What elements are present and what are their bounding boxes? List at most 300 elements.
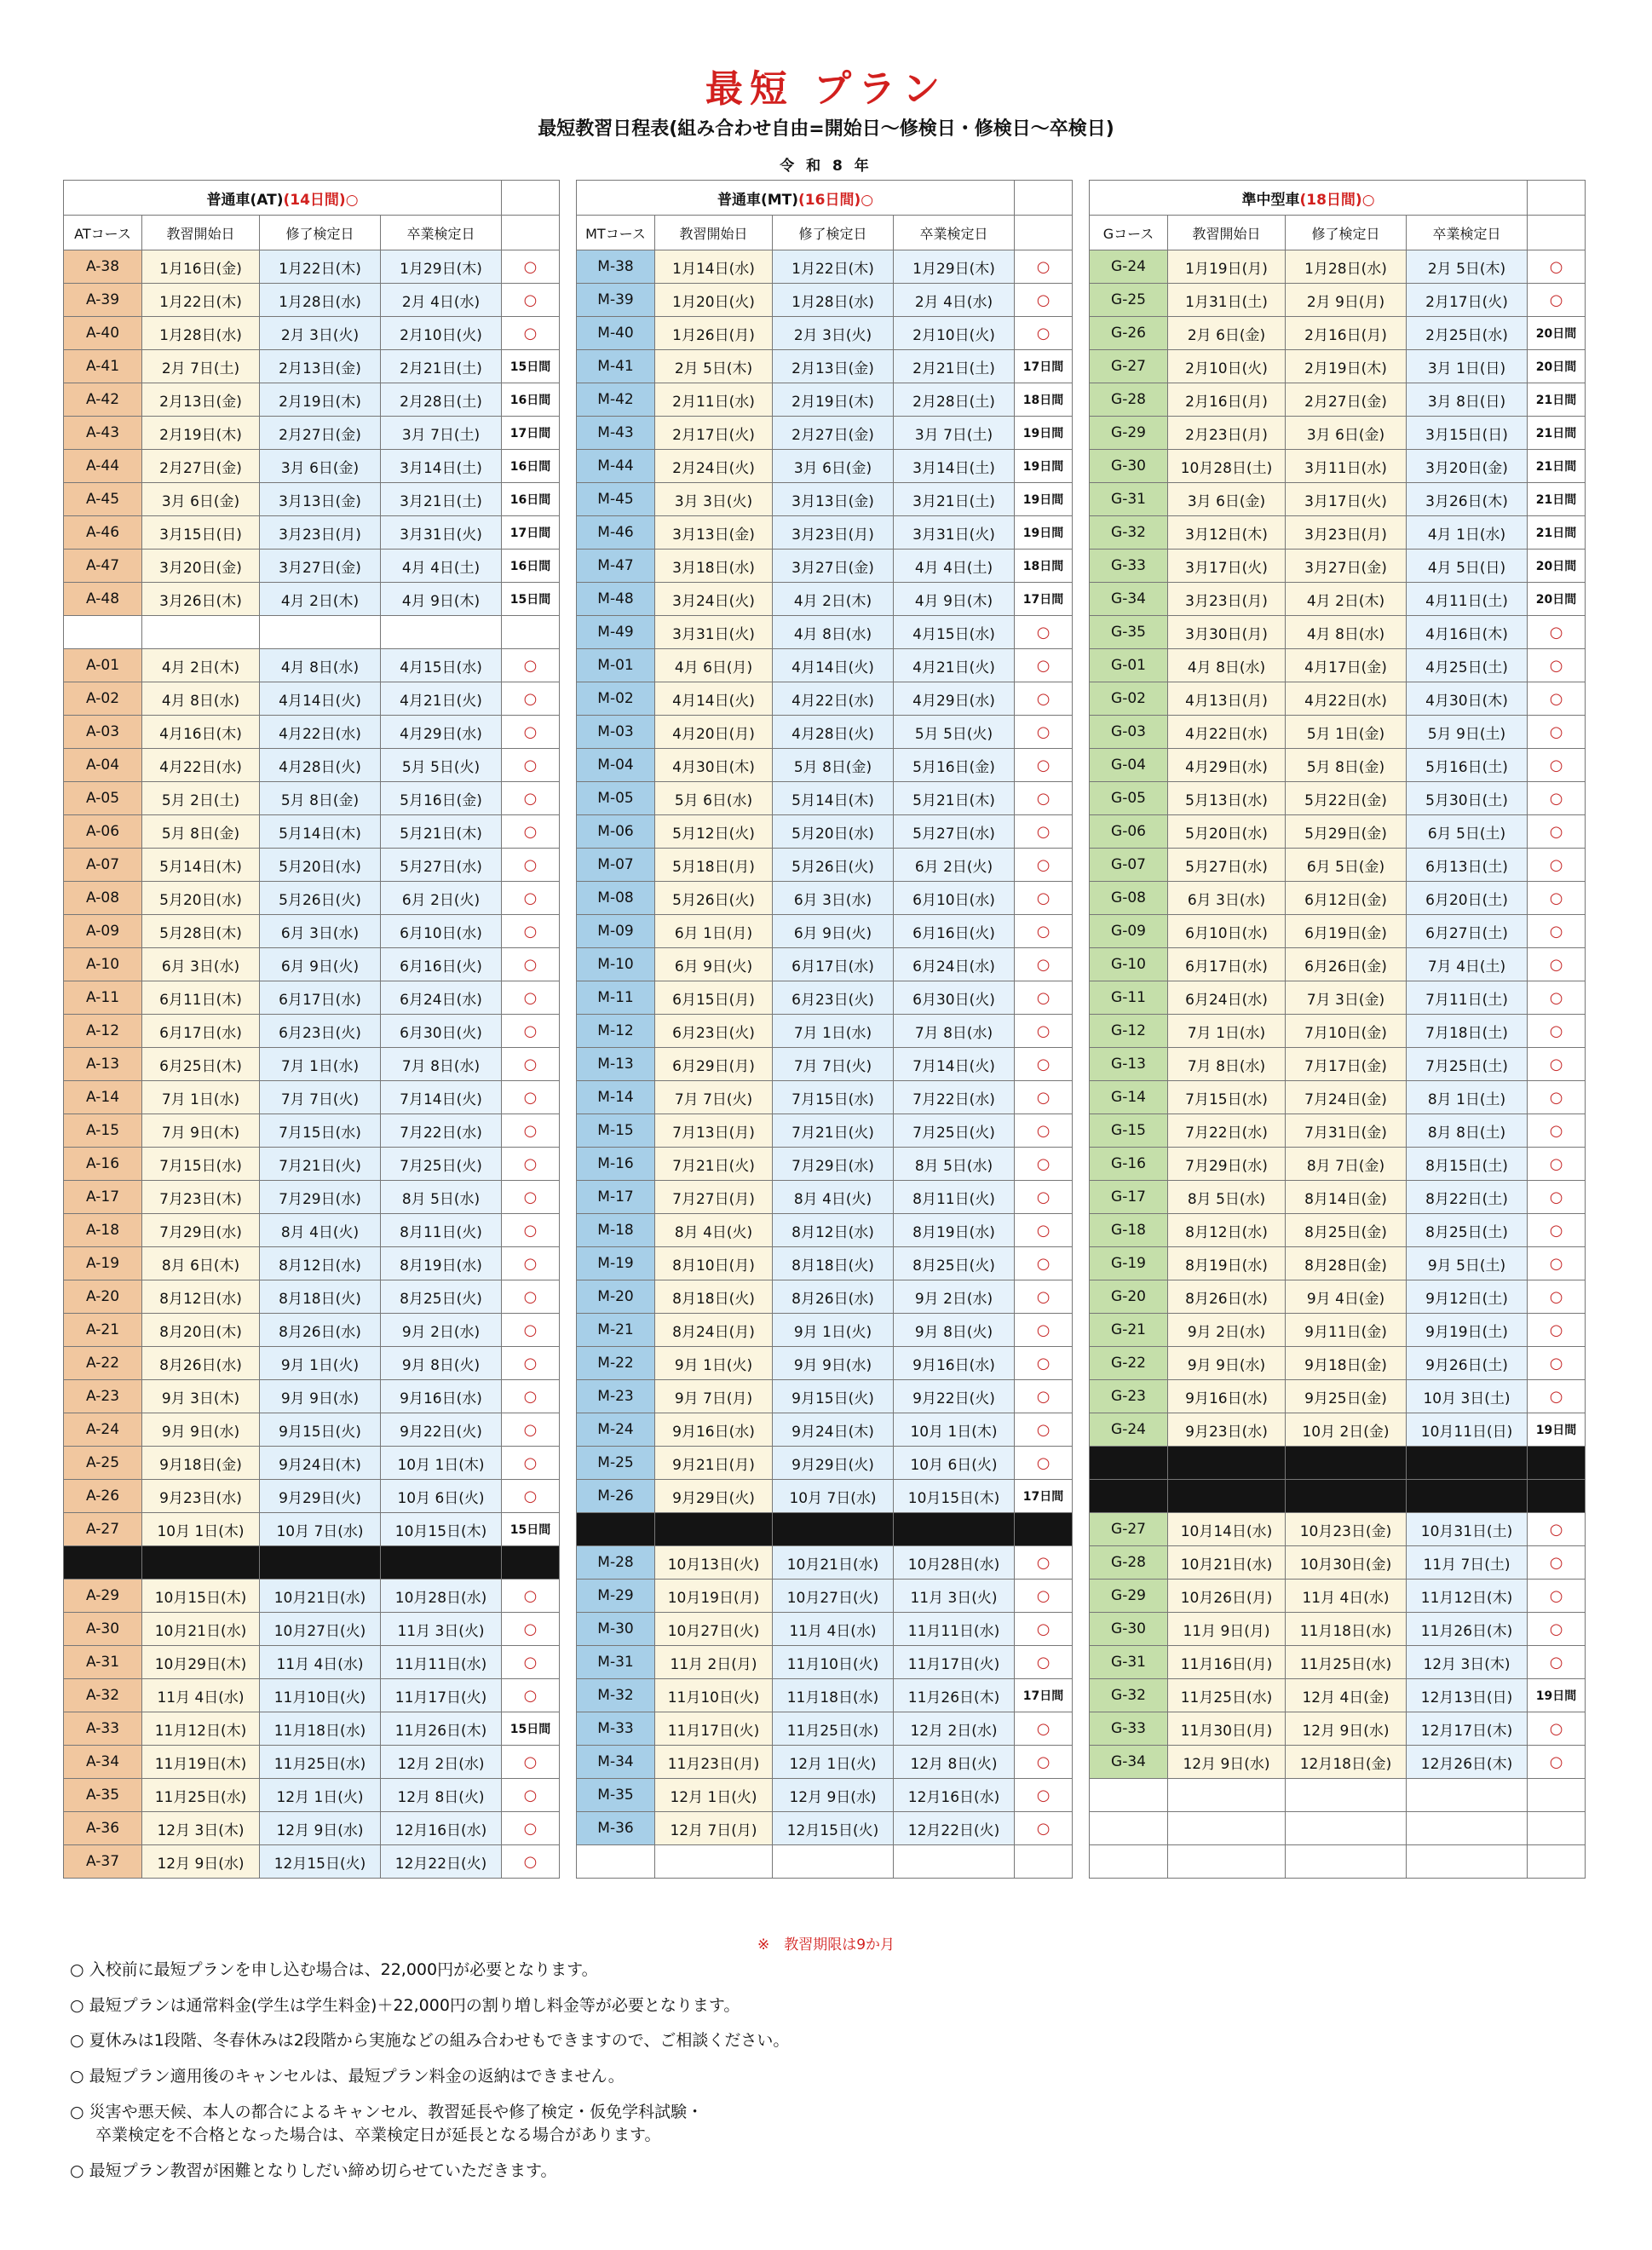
table-row [1090, 483, 1586, 516]
graduation-test-date: 10月 6日(火) [894, 1447, 1015, 1480]
course-code: M-19 [577, 1247, 655, 1280]
start-date: 12月 9日(水) [1168, 1746, 1286, 1779]
completion-test-date: 9月25日(金) [1286, 1380, 1407, 1413]
graduation-test-date: 6月16日(火) [894, 915, 1015, 948]
duration-days: 17日間 [502, 516, 560, 550]
start-date: 4月 2日(木) [142, 649, 260, 682]
table-row [64, 682, 560, 716]
graduation-test-date: 4月 9日(木) [381, 583, 502, 616]
graduation-test-date: 8月 8日(土) [1407, 1114, 1528, 1148]
available-mark: ○ [1528, 1580, 1586, 1613]
graduation-test-date: 2月10日(火) [894, 317, 1015, 350]
course-code: A-35 [64, 1779, 142, 1812]
duration-days: 20日間 [1528, 583, 1586, 616]
graduation-test-date: 8月25日(火) [381, 1280, 502, 1314]
start-date: 9月16日(水) [1168, 1380, 1286, 1413]
available-mark: ○ [502, 948, 560, 981]
course-code: M-01 [577, 649, 655, 682]
available-mark: ○ [502, 649, 560, 682]
completion-test-date: 10月23日(金) [1286, 1513, 1407, 1546]
completion-test-date: 6月 9日(火) [773, 915, 894, 948]
closed-cell [1528, 1447, 1586, 1480]
start-date: 10月21日(水) [142, 1613, 260, 1646]
graduation-test-date: 5月 5日(火) [894, 716, 1015, 749]
completion-test-date: 5月 1日(金) [1286, 716, 1407, 749]
available-mark: ○ [502, 1480, 560, 1513]
table-row [577, 1546, 1073, 1580]
start-date: 5月20日(水) [142, 882, 260, 915]
available-mark: ○ [1528, 649, 1586, 682]
table-row [577, 1580, 1073, 1613]
completion-test-date: 12月 9日(水) [773, 1779, 894, 1812]
start-date: 1月26日(月) [655, 317, 773, 350]
graduation-test-date: 11月17日(火) [381, 1679, 502, 1712]
table-row [64, 1247, 560, 1280]
available-mark: ○ [1015, 616, 1073, 649]
course-code: M-38 [577, 250, 655, 284]
available-mark: ○ [1528, 1148, 1586, 1181]
table-row [1090, 1314, 1586, 1347]
start-date: 2月10日(火) [1168, 350, 1286, 383]
graduation-test-date: 6月 2日(火) [894, 849, 1015, 882]
course-code: M-11 [577, 981, 655, 1015]
course-code: A-18 [64, 1214, 142, 1247]
course-code: M-02 [577, 682, 655, 716]
course-code: G-17 [1090, 1181, 1168, 1214]
completion-test-date: 12月 1日(火) [260, 1779, 381, 1812]
table-row [64, 882, 560, 915]
course-code: A-31 [64, 1646, 142, 1679]
available-mark: ○ [1528, 1280, 1586, 1314]
available-mark: ○ [1015, 1380, 1073, 1413]
start-date: 1月16日(金) [142, 250, 260, 284]
graduation-test-date: 8月 5日(水) [894, 1148, 1015, 1181]
completion-test-date: 1月28日(水) [773, 284, 894, 317]
available-mark: ○ [502, 849, 560, 882]
table-row [577, 1015, 1073, 1048]
completion-test-date: 7月 1日(水) [773, 1015, 894, 1048]
graduation-test-date: 11月26日(木) [381, 1712, 502, 1746]
start-date: 1月20日(火) [655, 284, 773, 317]
start-date: 3月23日(月) [1168, 583, 1286, 616]
completion-test-date: 3月23日(月) [773, 516, 894, 550]
completion-test-date: 5月26日(火) [773, 849, 894, 882]
start-date: 10月15日(木) [142, 1580, 260, 1613]
course-code: M-12 [577, 1015, 655, 1048]
course-code: G-06 [1090, 815, 1168, 849]
graduation-test-date: 7月22日(水) [894, 1081, 1015, 1114]
table-row [1090, 516, 1586, 550]
graduation-test-date: 8月19日(水) [381, 1247, 502, 1280]
start-date: 5月27日(水) [1168, 849, 1286, 882]
completion-test-date: 3月13日(金) [773, 483, 894, 516]
course-code: A-39 [64, 284, 142, 317]
course-code: M-47 [577, 550, 655, 583]
closed-period-row [1090, 1480, 1586, 1513]
course-code: A-36 [64, 1812, 142, 1845]
completion-test-date: 9月15日(火) [260, 1413, 381, 1447]
table-row [64, 1081, 560, 1114]
start-date: 12月 7日(月) [655, 1812, 773, 1845]
course-code: M-22 [577, 1347, 655, 1380]
available-mark: ○ [1528, 1214, 1586, 1247]
start-date: 2月19日(木) [142, 417, 260, 450]
course-code: A-19 [64, 1247, 142, 1280]
column-header-row [64, 216, 560, 250]
start-date: 6月23日(火) [655, 1015, 773, 1048]
start-date: 5月14日(木) [142, 849, 260, 882]
table-row [64, 1580, 560, 1613]
graduation-test-date: 12月13日(日) [1407, 1679, 1528, 1712]
completion-test-date: 7月 7日(火) [773, 1048, 894, 1081]
start-date: 6月10日(水) [1168, 915, 1286, 948]
course-code: M-07 [577, 849, 655, 882]
course-code: M-34 [577, 1746, 655, 1779]
start-date: 11月30日(月) [1168, 1712, 1286, 1746]
graduation-test-date: 4月 9日(木) [894, 583, 1015, 616]
start-date: 8月26日(水) [142, 1347, 260, 1380]
graduation-test-date: 7月14日(火) [381, 1081, 502, 1114]
start-date [1168, 1812, 1286, 1845]
course-code: A-03 [64, 716, 142, 749]
available-mark: ○ [1015, 716, 1073, 749]
course-code: G-18 [1090, 1214, 1168, 1247]
graduation-test-date: 2月10日(火) [381, 317, 502, 350]
completion-test-date: 4月 2日(木) [1286, 583, 1407, 616]
start-date: 6月25日(木) [142, 1048, 260, 1081]
table-row [577, 317, 1073, 350]
table-row [64, 1746, 560, 1779]
graduation-test-date: 11月 3日(火) [381, 1613, 502, 1646]
graduation-test-date: 5月 5日(火) [381, 749, 502, 782]
completion-test-date: 9月24日(木) [773, 1413, 894, 1447]
schedule-table-g [1089, 180, 1586, 1879]
graduation-test-date: 7月 8日(水) [381, 1048, 502, 1081]
start-date: 11月25日(水) [1168, 1679, 1286, 1712]
note-item: ○ 最短プランは通常料金(学生は学生料金)＋22,000円の割り増し料金等が必要となります。 [70, 1995, 740, 2015]
completion-test-date: 7月 7日(火) [260, 1081, 381, 1114]
start-date: 12月 3日(木) [142, 1812, 260, 1845]
duration-days: 20日間 [1528, 550, 1586, 583]
duration-days: 15日間 [502, 350, 560, 383]
completion-test-date: 2月13日(金) [773, 350, 894, 383]
available-mark: ○ [502, 782, 560, 815]
course-code: G-30 [1090, 1613, 1168, 1646]
course-code: G-29 [1090, 417, 1168, 450]
graduation-test-date: 3月21日(土) [381, 483, 502, 516]
completion-test-date: 7月29日(水) [773, 1148, 894, 1181]
start-date: 5月 2日(土) [142, 782, 260, 815]
completion-test-date: 8月 4日(火) [773, 1181, 894, 1214]
course-code: M-15 [577, 1114, 655, 1148]
graduation-test-date: 11月12日(木) [1407, 1580, 1528, 1613]
start-date: 6月17日(水) [1168, 948, 1286, 981]
course-code: A-22 [64, 1347, 142, 1380]
table-row [64, 981, 560, 1015]
start-date: 11月 2日(月) [655, 1646, 773, 1679]
course-code: A-07 [64, 849, 142, 882]
start-date: 2月11日(水) [655, 383, 773, 417]
table-row [577, 1181, 1073, 1214]
table-row [1090, 1513, 1586, 1546]
available-mark: ○ [502, 1181, 560, 1214]
course-code: G-24 [1090, 250, 1168, 284]
completion-test-date: 9月 4日(金) [1286, 1280, 1407, 1314]
course-code: G-35 [1090, 616, 1168, 649]
header-mark: ○ [1361, 191, 1375, 209]
table-row [1090, 450, 1586, 483]
course-code: G-27 [1090, 1513, 1168, 1546]
graduation-test-date: 3月 7日(土) [894, 417, 1015, 450]
completion-test-date: 9月 9日(水) [773, 1347, 894, 1380]
available-mark: ○ [1015, 1646, 1073, 1679]
table-row [1090, 250, 1586, 284]
graduation-test-date: 5月21日(木) [894, 782, 1015, 815]
col-start-header: 教習開始日 [1168, 216, 1286, 250]
table-row [64, 550, 560, 583]
available-mark: ○ [1528, 782, 1586, 815]
table-row [64, 782, 560, 815]
available-mark: ○ [502, 1114, 560, 1148]
table-row [1090, 1546, 1586, 1580]
course-code: M-21 [577, 1314, 655, 1347]
start-date: 8月 6日(木) [142, 1247, 260, 1280]
course-code: M-16 [577, 1148, 655, 1181]
available-mark: ○ [502, 1746, 560, 1779]
start-date: 7月29日(水) [142, 1214, 260, 1247]
graduation-test-date: 9月 2日(水) [894, 1280, 1015, 1314]
available-mark: ○ [1528, 1613, 1586, 1646]
table-row [64, 1513, 560, 1546]
available-mark: ○ [1015, 1280, 1073, 1314]
completion-test-date: 2月19日(木) [1286, 350, 1407, 383]
completion-test-date: 12月15日(火) [773, 1812, 894, 1845]
available-mark: ○ [502, 1646, 560, 1679]
graduation-test-date: 4月 1日(水) [1407, 516, 1528, 550]
notes-list [70, 1959, 789, 2196]
table-header-title [577, 181, 1015, 216]
completion-test-date: 7月 1日(水) [260, 1048, 381, 1081]
course-code: A-43 [64, 417, 142, 450]
start-date: 6月 3日(水) [142, 948, 260, 981]
course-code: A-17 [64, 1181, 142, 1214]
available-mark: ○ [502, 317, 560, 350]
graduation-test-date: 9月26日(土) [1407, 1347, 1528, 1380]
available-mark: ○ [1015, 1746, 1073, 1779]
course-code: G-25 [1090, 284, 1168, 317]
graduation-test-date: 6月13日(土) [1407, 849, 1528, 882]
table-row [577, 1081, 1073, 1114]
graduation-test-date: 2月17日(火) [1407, 284, 1528, 317]
completion-test-date: 6月19日(金) [1286, 915, 1407, 948]
table-row [64, 1280, 560, 1314]
course-code: M-23 [577, 1380, 655, 1413]
duration-days: 19日間 [1015, 483, 1073, 516]
completion-test-date: 6月23日(火) [260, 1015, 381, 1048]
table-row [577, 616, 1073, 649]
start-date: 6月 1日(月) [655, 915, 773, 948]
course-code: G-12 [1090, 1015, 1168, 1048]
available-mark: ○ [502, 915, 560, 948]
completion-test-date: 11月25日(水) [773, 1712, 894, 1746]
course-code: G-14 [1090, 1081, 1168, 1114]
table-row [1090, 1380, 1586, 1413]
start-date: 9月 7日(月) [655, 1380, 773, 1413]
duration-days: 18日間 [1015, 550, 1073, 583]
completion-test-date: 4月22日(水) [773, 682, 894, 716]
table-row [1090, 1580, 1586, 1613]
graduation-test-date: 8月25日(火) [894, 1247, 1015, 1280]
header-blank [502, 181, 560, 216]
available-mark: ○ [1528, 1114, 1586, 1148]
course-code: M-17 [577, 1181, 655, 1214]
course-code: M-45 [577, 483, 655, 516]
completion-test-date: 10月 7日(水) [773, 1480, 894, 1513]
completion-test-date: 10月27日(火) [773, 1580, 894, 1613]
table-row [64, 1015, 560, 1048]
graduation-test-date: 9月 8日(火) [894, 1314, 1015, 1347]
graduation-test-date: 5月27日(水) [381, 849, 502, 882]
completion-test-date: 10月21日(水) [773, 1546, 894, 1580]
graduation-test-date: 4月21日(火) [894, 649, 1015, 682]
completion-test-date: 2月19日(木) [773, 383, 894, 417]
completion-test-date: 6月17日(水) [773, 948, 894, 981]
graduation-test-date: 9月16日(水) [894, 1347, 1015, 1380]
completion-test-date: 7月17日(金) [1286, 1048, 1407, 1081]
available-mark: ○ [502, 1280, 560, 1314]
table-row [577, 1048, 1073, 1081]
duration-days [1528, 1845, 1586, 1879]
table-row [1090, 417, 1586, 450]
available-mark: ○ [1015, 1214, 1073, 1247]
table-row [577, 1712, 1073, 1746]
start-date: 4月22日(水) [1168, 716, 1286, 749]
table-row [1090, 915, 1586, 948]
era-label: 令 和 8 年 [780, 158, 872, 175]
course-code: M-14 [577, 1081, 655, 1114]
table-row [1090, 350, 1586, 383]
start-date: 11月 9日(月) [1168, 1613, 1286, 1646]
course-code: G-24 [1090, 1413, 1168, 1447]
start-date: 10月29日(木) [142, 1646, 260, 1679]
schedule-table-at [63, 180, 560, 1879]
completion-test-date: 2月27日(金) [1286, 383, 1407, 417]
graduation-test-date: 6月24日(水) [381, 981, 502, 1015]
table-row [1090, 1646, 1586, 1679]
course-code [1090, 1779, 1168, 1812]
course-code [64, 616, 142, 649]
course-code: G-26 [1090, 317, 1168, 350]
graduation-test-date: 11月11日(水) [381, 1646, 502, 1679]
available-mark: ○ [1528, 1181, 1586, 1214]
completion-test-date: 8月18日(火) [260, 1280, 381, 1314]
course-code: M-41 [577, 350, 655, 383]
course-code: A-38 [64, 250, 142, 284]
completion-test-date: 8月 7日(金) [1286, 1148, 1407, 1181]
completion-test-date: 6月 5日(金) [1286, 849, 1407, 882]
course-code: A-47 [64, 550, 142, 583]
start-date: 3月20日(金) [142, 550, 260, 583]
table-row [1090, 815, 1586, 849]
available-mark: ○ [1528, 1380, 1586, 1413]
start-date: 10月19日(月) [655, 1580, 773, 1613]
graduation-test-date: 10月 3日(土) [1407, 1380, 1528, 1413]
start-date: 3月26日(木) [142, 583, 260, 616]
completion-test-date: 6月17日(水) [260, 981, 381, 1015]
table-row [64, 284, 560, 317]
start-date: 8月12日(水) [142, 1280, 260, 1314]
start-date: 7月23日(木) [142, 1181, 260, 1214]
closed-cell [894, 1513, 1015, 1546]
course-code: M-32 [577, 1679, 655, 1712]
available-mark: ○ [1015, 948, 1073, 981]
table-row [1090, 616, 1586, 649]
available-mark: ○ [1015, 1712, 1073, 1746]
course-code: G-34 [1090, 583, 1168, 616]
completion-test-date: 7月21日(火) [773, 1114, 894, 1148]
completion-test-date: 3月17日(火) [1286, 483, 1407, 516]
start-date: 8月20日(木) [142, 1314, 260, 1347]
completion-test-date: 1月28日(水) [260, 284, 381, 317]
start-date: 2月13日(金) [142, 383, 260, 417]
available-mark: ○ [1528, 1314, 1586, 1347]
start-date: 4月14日(火) [655, 682, 773, 716]
graduation-test-date: 3月15日(日) [1407, 417, 1528, 450]
table-row [577, 1247, 1073, 1280]
duration-days: 19日間 [1015, 450, 1073, 483]
duration-label: (16日間) [798, 191, 861, 209]
completion-test-date: 3月27日(金) [260, 550, 381, 583]
available-mark: ○ [1528, 616, 1586, 649]
table-row [64, 417, 560, 450]
table-row [1090, 948, 1586, 981]
duration-days: 17日間 [1015, 583, 1073, 616]
available-mark: ○ [1015, 1447, 1073, 1480]
available-mark: ○ [1528, 882, 1586, 915]
table-row [64, 1646, 560, 1679]
graduation-test-date: 10月31日(土) [1407, 1513, 1528, 1546]
available-mark: ○ [502, 1247, 560, 1280]
graduation-test-date: 7月18日(土) [1407, 1015, 1528, 1048]
completion-test-date: 4月28日(火) [773, 716, 894, 749]
available-mark: ○ [502, 749, 560, 782]
table-row [577, 1845, 1073, 1879]
graduation-test-date: 8月 5日(水) [381, 1181, 502, 1214]
available-mark: ○ [1015, 1413, 1073, 1447]
available-mark: ○ [1528, 815, 1586, 849]
start-date: 3月12日(木) [1168, 516, 1286, 550]
duration-days: 19日間 [1528, 1413, 1586, 1447]
start-date: 5月20日(水) [1168, 815, 1286, 849]
note-item: ○ 入校前に最短プランを申し込む場合は、22,000円が必要となります。 [70, 1960, 598, 1979]
start-date: 3月15日(日) [142, 516, 260, 550]
course-code: M-44 [577, 450, 655, 483]
available-mark: ○ [1528, 1546, 1586, 1580]
start-date: 11月 4日(水) [142, 1679, 260, 1712]
available-mark: ○ [1015, 317, 1073, 350]
table-row [64, 1447, 560, 1480]
completion-test-date: 10月30日(金) [1286, 1546, 1407, 1580]
course-code: A-29 [64, 1580, 142, 1613]
completion-test-date: 9月24日(木) [260, 1447, 381, 1480]
graduation-test-date: 6月 5日(土) [1407, 815, 1528, 849]
course-code: G-28 [1090, 1546, 1168, 1580]
table-row [577, 350, 1073, 383]
start-date: 7月29日(水) [1168, 1148, 1286, 1181]
completion-test-date: 3月 6日(金) [1286, 417, 1407, 450]
graduation-test-date: 4月25日(土) [1407, 649, 1528, 682]
graduation-test-date: 4月 5日(日) [1407, 550, 1528, 583]
